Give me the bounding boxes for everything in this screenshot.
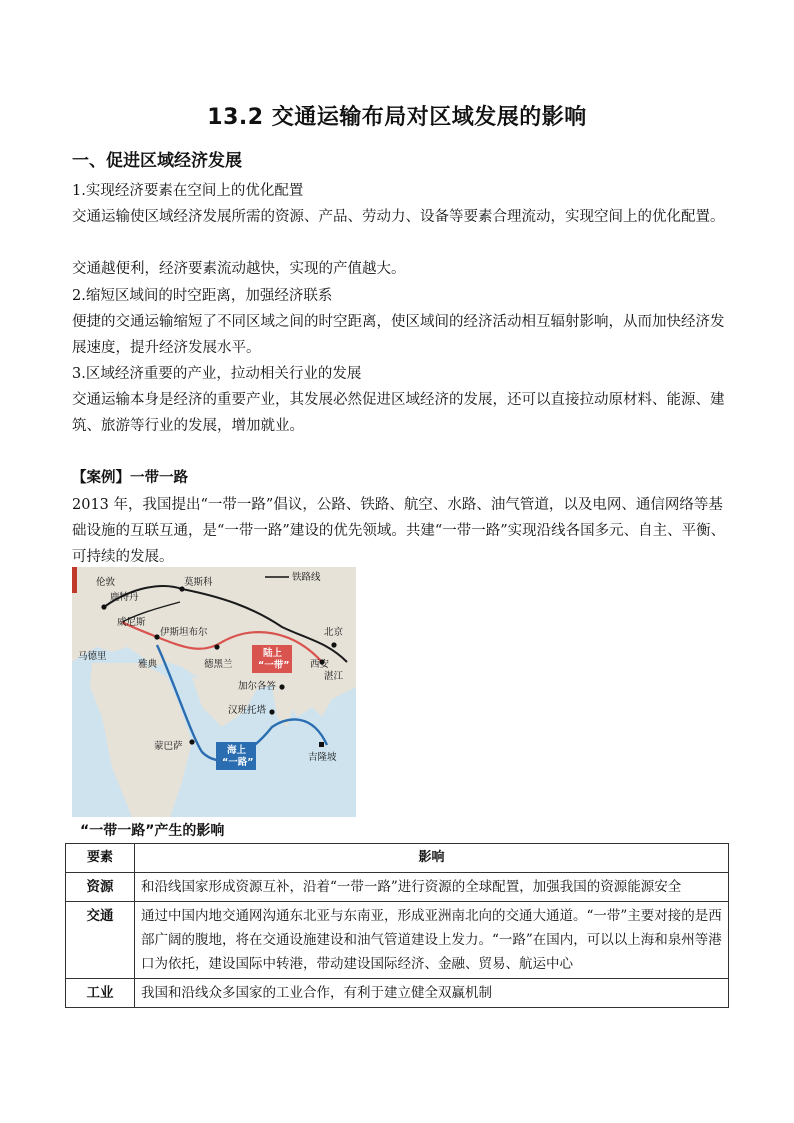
city-athens: 雅典	[138, 659, 158, 670]
row-value: 和沿线国家形成资源互补，沿着“一带一路”进行资源的全球配置，加强我国的资源能源安全	[135, 873, 729, 902]
paragraph-6: 3.区域经济重要的产业，拉动相关行业的发展	[72, 366, 362, 382]
paragraph-7: 交通运输本身是经济的重要产业，其发展必然促进区域经济的发展，还可以直接拉动原材料、能源、建筑、旅游等行业的发展，增加就业。	[72, 392, 725, 434]
city-dot-beijing	[331, 642, 336, 647]
row-key: 交通	[66, 902, 135, 979]
sea-route-label-2: “一路”	[222, 757, 254, 768]
city-hambantota: 汉班托塔	[228, 705, 267, 716]
case-heading: 【案例】一带一路	[72, 470, 188, 486]
city-venice: 威尼斯	[117, 617, 146, 628]
city-dot-hambantota	[269, 709, 274, 714]
table-caption: “一带一路”产生的影响	[80, 823, 225, 839]
city-dot-kolkata	[279, 684, 284, 689]
row-value: 通过中国内地交通网沟通东北亚与东南亚，形成亚洲南北向的交通大通道。“一带”主要对接的是西部广阔的腹地，将在交通设施建设和油气管道建设上发力。“一路”在国内，可以以上海和泉州等港口为依托，建设国际中转港，带动建设国际经济、金融、贸易、航运中心	[135, 902, 729, 979]
map-corner-mark	[72, 567, 77, 593]
city-dot-tehran	[214, 644, 219, 649]
paragraph-5: 便捷的交通运输缩短了不同区域之间的时空距离，使区域间的经济活动相互辐射影响，从而加快经济发展速度，提升经济发展水平。	[72, 314, 725, 356]
city-mombasa: 蒙巴萨	[154, 741, 183, 752]
paragraph-2: 交通运输使区域经济发展所需的资源、产品、劳动力、设备等要素合理流动，实现空间上的优化配置。	[72, 209, 725, 225]
paragraph-1: 1.实现经济要素在空间上的优化配置	[72, 183, 304, 199]
land-route-label-1: 陆上	[263, 648, 283, 659]
table-row	[66, 873, 729, 902]
paragraph-4: 2.缩短区域间的时空距离，加强经济联系	[72, 288, 333, 304]
land-route-label-2: “一带”	[258, 660, 290, 671]
city-colombo: 吉隆坡	[308, 752, 337, 763]
city-dot-mombasa	[189, 739, 194, 744]
city-moscow: 莫斯科	[184, 577, 213, 588]
header-impact: 影响	[135, 844, 729, 873]
city-xian: 西安	[310, 659, 330, 670]
sea-route-label-1: 海上	[227, 745, 247, 756]
paragraph-3: 交通越便利，经济要素流动越快，实现的产值越大。	[72, 261, 406, 277]
row-key: 工业	[66, 979, 135, 1008]
city-beijing: 北京	[324, 627, 344, 638]
table-row	[66, 902, 729, 979]
city-madrid: 马德里	[78, 651, 107, 662]
belt-road-map	[72, 567, 356, 817]
row-value: 我国和沿线众多国家的工业合作，有利于建立健全双赢机制	[135, 979, 729, 1008]
city-rotterdam: 鹿特丹	[110, 592, 139, 603]
city-dot-london	[101, 604, 106, 609]
city-zhanjiang: 湛江	[324, 671, 344, 682]
row-key: 资源	[66, 873, 135, 902]
city-kolkata: 加尔各答	[238, 681, 277, 692]
city-tehran: 德黑兰	[204, 659, 233, 670]
table-row	[66, 979, 729, 1008]
city-london: 伦敦	[96, 577, 116, 588]
city-dot-colombo	[319, 742, 324, 747]
city-istanbul: 伊斯坦布尔	[160, 627, 208, 638]
section-heading: 一、促进区域经济发展	[72, 151, 242, 171]
case-text: 2013 年，我国提出“一带一路”倡议，公路、铁路、航空、水路、油气管道，以及电网、通信网络等基础设施的互联互通，是“一带一路”建设的优先领域。共建“一带一路”实现沿线各国多元、自主、平衡、可持续的发展。	[72, 497, 726, 565]
city-dot-istanbul	[154, 634, 159, 639]
legend-label: 铁路线	[292, 572, 321, 583]
table-header-row	[66, 844, 729, 873]
impact-table	[65, 843, 729, 1008]
page-title: 13.2 交通运输布局对区域发展的影响	[207, 105, 587, 130]
header-element: 要素	[66, 844, 135, 873]
